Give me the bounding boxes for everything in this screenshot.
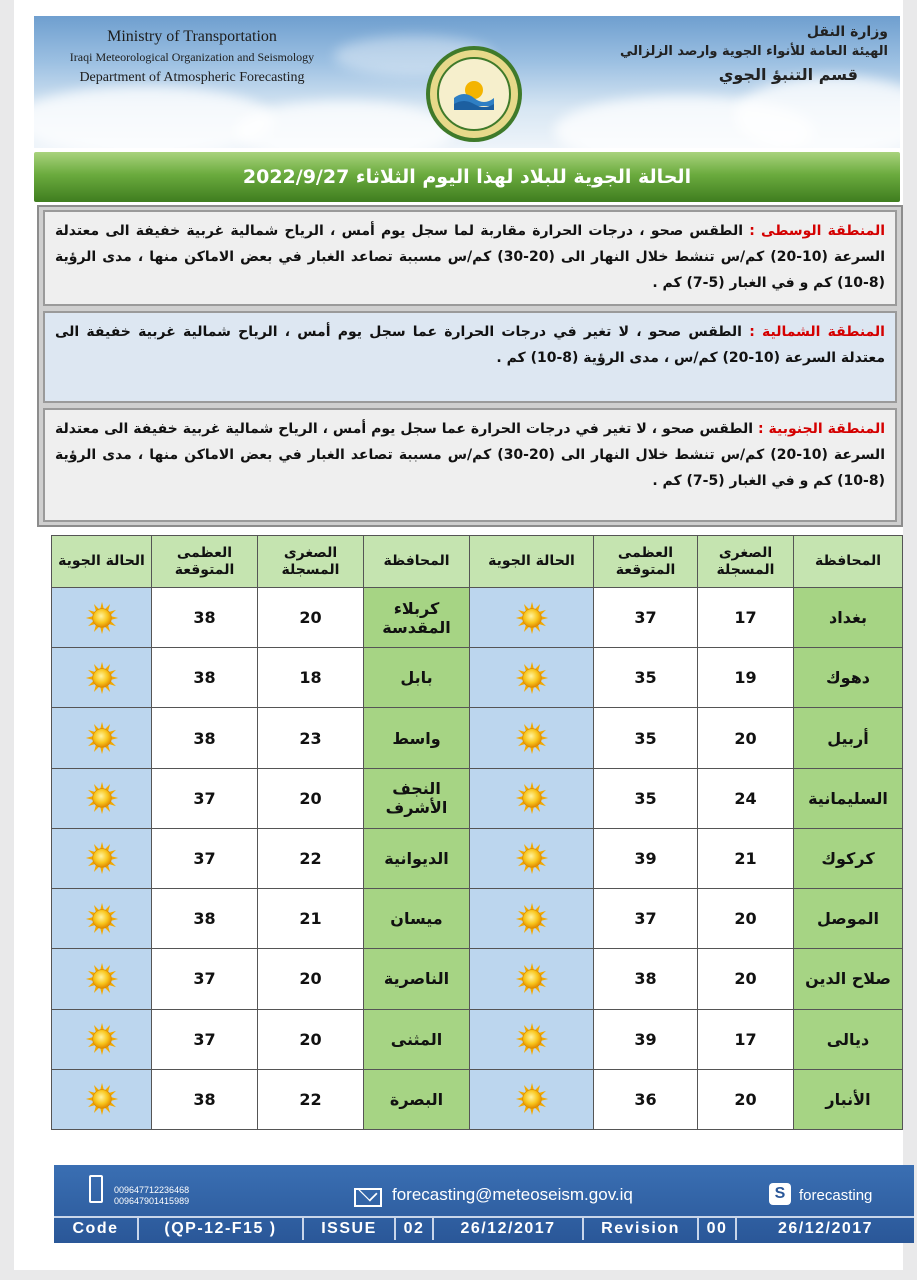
province-cell: الديوانية (364, 828, 470, 888)
table-row (52, 828, 903, 888)
max-temp-cell: 35 (594, 708, 698, 768)
table-row (52, 648, 903, 708)
table-header-row (52, 536, 903, 588)
page-title: الحالة الجوية للبلاد لهذا اليوم الثلاثاء 2022/9/27 (242, 166, 692, 188)
max-temp-cell: 35 (594, 648, 698, 708)
min-temp-cell: 20 (258, 949, 364, 1009)
table-row (52, 1069, 903, 1129)
weather-cell (470, 828, 594, 888)
table-row (52, 768, 903, 828)
province-cell: صلاح الدين (794, 949, 903, 1009)
organization-name-en: Iraqi Meteorological Organization and Seismology (69, 50, 315, 64)
min-temp-cell: 24 (698, 768, 794, 828)
department-name-ar: قسم التنبؤ الجوي (718, 65, 858, 84)
max-temp-cell: 38 (152, 1069, 258, 1129)
province-cell: كركوك (794, 828, 903, 888)
sun-icon (52, 1082, 151, 1116)
weather-cell (470, 1009, 594, 1069)
title-bar (34, 152, 900, 202)
document-code-bar (54, 1216, 914, 1240)
sun-icon (52, 661, 151, 695)
province-cell: واسط (364, 708, 470, 768)
sun-icon (470, 902, 593, 936)
max-temp-cell: 37 (152, 828, 258, 888)
skype-icon: S (769, 1183, 791, 1205)
min-temp-cell: 20 (698, 889, 794, 949)
code-value: (QP-12-F15 ) (139, 1218, 304, 1240)
province-cell: ديالى (794, 1009, 903, 1069)
revision-number: 00 (699, 1218, 737, 1240)
email-address: forecasting@meteoseism.gov.iq (392, 1185, 633, 1204)
weather-cell (52, 1009, 152, 1069)
table-row (52, 1009, 903, 1069)
sun-icon (52, 781, 151, 815)
envelope-icon (354, 1188, 382, 1207)
max-temp-cell: 37 (152, 949, 258, 1009)
min-temp-cell: 21 (698, 828, 794, 888)
region-north (43, 311, 897, 403)
weather-cell (470, 889, 594, 949)
province-cell: الأنبار (794, 1069, 903, 1129)
organization-name-ar: الهيئة العامة للأنواء الجوية وارصد الزلزالي (619, 44, 888, 59)
forecast-table (51, 535, 903, 1130)
department-name-en: Department of Atmospheric Forecasting (79, 70, 305, 85)
min-temp-cell: 21 (258, 889, 364, 949)
min-temp-cell: 19 (698, 648, 794, 708)
weather-cell (52, 828, 152, 888)
weather-cell (52, 1069, 152, 1129)
issue-date: 26/12/2017 (434, 1218, 584, 1240)
issue-number: 02 (396, 1218, 434, 1240)
max-temp-cell: 36 (594, 1069, 698, 1129)
weather-cell (470, 949, 594, 1009)
table-row (52, 708, 903, 768)
sun-icon (52, 962, 151, 996)
weather-cell (52, 648, 152, 708)
header-province: المحافظة (364, 536, 470, 588)
province-cell: أربيل (794, 708, 903, 768)
province-cell: المثنى (364, 1009, 470, 1069)
sun-icon (52, 601, 151, 635)
header-english (42, 28, 342, 86)
min-temp-cell: 20 (698, 949, 794, 1009)
header-banner (34, 16, 900, 148)
region-name: المنطقة الشمالية : (749, 324, 885, 340)
sun-icon (52, 902, 151, 936)
max-temp-cell: 37 (152, 1009, 258, 1069)
sun-icon (470, 962, 593, 996)
header-arabic (619, 24, 888, 84)
region-name: المنطقة الوسطى : (749, 223, 886, 239)
min-temp-cell: 20 (258, 1009, 364, 1069)
min-temp-cell: 17 (698, 1009, 794, 1069)
sun-icon (470, 661, 593, 695)
max-temp-cell: 38 (594, 949, 698, 1009)
bulletin-page (14, 0, 903, 1270)
revision-date: 26/12/2017 (777, 1220, 874, 1237)
min-temp-cell: 20 (258, 588, 364, 648)
sun-icon (52, 1022, 151, 1056)
skype-name: forecasting (799, 1187, 873, 1204)
province-cell: بغداد (794, 588, 903, 648)
ministry-name-en: Ministry of Transportation (107, 28, 277, 45)
issue-label: ISSUE (304, 1218, 396, 1240)
sun-icon (52, 721, 151, 755)
sun-icon (470, 1022, 593, 1056)
header-min: الصغرى المسجلة (258, 536, 364, 588)
weather-cell (470, 648, 594, 708)
sun-icon (470, 1082, 593, 1116)
phone-number: 009647901415989 (114, 1196, 190, 1206)
header-weather: الحالة الجوية (470, 536, 594, 588)
max-temp-cell: 39 (594, 1009, 698, 1069)
region-text: الطقس صحو ، لا تغير في درجات الحرارة عما سجل يوم أمس ، الرياح شمالية غربية خفيفة الى معتدلة السرعة (10-20) كم/س تنشط خلال النهار الى (20-30) كم/س مسببة تصاعد الغبار في بعض الاماكن منها ، مدى الرؤية (8-10) كم و في الغبار (5-7) كم . (55, 421, 885, 489)
region-text: الطقس صحو ، لا تغير في درجات الحرارة عما سجل يوم أمس ، الرياح شمالية غربية خفيفة الى معتدلة السرعة (10-20) كم/س ، مدى الرؤية (8-10) كم . (55, 324, 885, 366)
sun-icon (470, 781, 593, 815)
max-temp-cell: 38 (152, 588, 258, 648)
province-cell: الموصل (794, 889, 903, 949)
max-temp-cell: 37 (594, 588, 698, 648)
sun-icon (470, 601, 593, 635)
table-row (52, 588, 903, 648)
max-temp-cell: 37 (152, 768, 258, 828)
min-temp-cell: 17 (698, 588, 794, 648)
region-central (43, 210, 897, 306)
min-temp-cell: 22 (258, 828, 364, 888)
region-south (43, 408, 897, 522)
sun-icon (52, 841, 151, 875)
phone-numbers (114, 1185, 189, 1207)
region-name: المنطقة الجنوبية : (757, 421, 885, 437)
header-province: المحافظة (794, 536, 903, 588)
weather-cell (52, 708, 152, 768)
min-temp-cell: 20 (258, 768, 364, 828)
sun-icon (470, 841, 593, 875)
max-temp-cell: 38 (152, 708, 258, 768)
regions-panel (37, 205, 903, 527)
code-label: Code (54, 1218, 139, 1240)
max-temp-cell: 39 (594, 828, 698, 888)
weather-cell (52, 768, 152, 828)
province-cell: السليمانية (794, 768, 903, 828)
min-temp-cell: 22 (258, 1069, 364, 1129)
province-cell: ميسان (364, 889, 470, 949)
max-temp-cell: 35 (594, 768, 698, 828)
weather-cell (470, 588, 594, 648)
weather-cell (470, 708, 594, 768)
header-min: الصغرى المسجلة (698, 536, 794, 588)
phone-number: 009647712236468 (114, 1185, 190, 1195)
max-temp-cell: 38 (152, 648, 258, 708)
province-cell: دهوك (794, 648, 903, 708)
min-temp-cell: 20 (698, 1069, 794, 1129)
max-temp-cell: 37 (594, 889, 698, 949)
header-weather: الحالة الجوية (52, 536, 152, 588)
ministry-name-ar: وزارة النقل (806, 24, 888, 40)
max-temp-cell: 38 (152, 889, 258, 949)
weather-cell (470, 1069, 594, 1129)
sun-icon (470, 721, 593, 755)
province-cell: النجف الأشرف (364, 768, 470, 828)
header-max: العظمى المتوقعة (152, 536, 258, 588)
region-text: الطقس صحو ، درجات الحرارة مقاربة لما سجل يوم أمس ، الرياح شمالية غربية خفيفة الى معتدلة السرعة (10-20) كم/س تنشط خلال النهار الى (20-30) كم/س مسببة تصاعد الغبار في بعض الاماكن منها ، مدى الرؤية (8-10) كم و في الغبار (5-7) كم . (55, 223, 885, 291)
min-temp-cell: 18 (258, 648, 364, 708)
weather-cell (470, 768, 594, 828)
province-cell: البصرة (364, 1069, 470, 1129)
revision-label: Revision (584, 1218, 699, 1240)
province-cell: كربلاء المقدسة (364, 588, 470, 648)
weather-cell (52, 588, 152, 648)
province-cell: الناصرية (364, 949, 470, 1009)
weather-cell (52, 889, 152, 949)
table-row (52, 889, 903, 949)
weather-cell (52, 949, 152, 1009)
header-max: العظمى المتوقعة (594, 536, 698, 588)
organization-logo (424, 44, 524, 144)
phone-icon (89, 1175, 103, 1203)
table-row (52, 949, 903, 1009)
province-cell: بابل (364, 648, 470, 708)
min-temp-cell: 23 (258, 708, 364, 768)
footer (54, 1165, 914, 1243)
min-temp-cell: 20 (698, 708, 794, 768)
